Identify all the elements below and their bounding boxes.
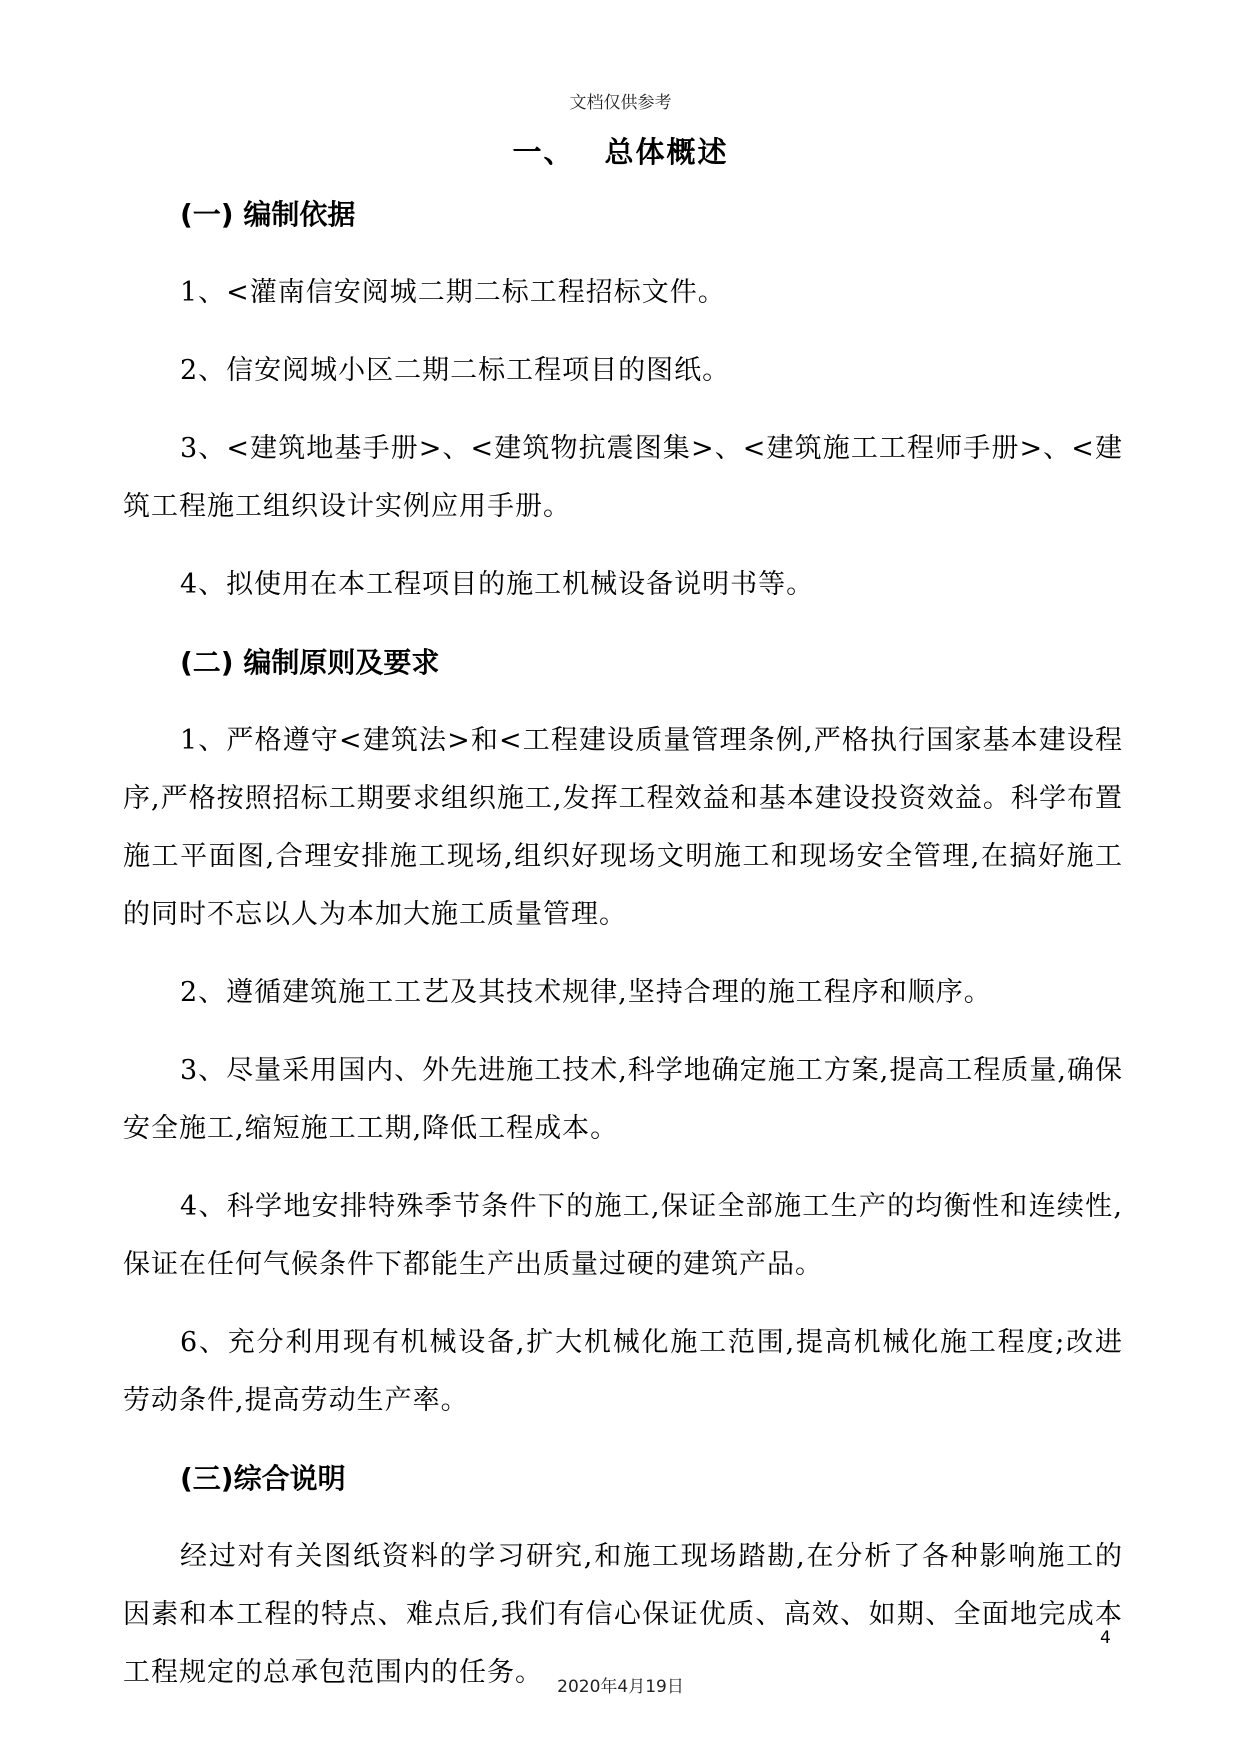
paragraph: 1、<灌南信安阅城二期二标工程招标文件。 — [180, 277, 726, 308]
title-text: 总体概述 — [604, 135, 729, 169]
paragraph: 经过对有关图纸资料的学习研究,和施工现场踏勘,在分析了各种影响施工的因素和本工程的特点、难点后,我们有信心保证优质、高效、如期、全面地完成本工程规定的总承包范围内的任务。 — [123, 1541, 1123, 1688]
paragraph: 4、科学地安排特殊季节条件下的施工,保证全部施工生产的均衡性和连续性,保证在任何气候条件下都能生产出质量过硬的建筑产品。 — [123, 1191, 1123, 1280]
document-body — [123, 186, 1123, 1722]
section-heading-summary: (三)综合说明 — [180, 1462, 346, 1495]
footer-date: 2020年4月19日 — [557, 1677, 684, 1697]
title-number: 一、 — [512, 135, 575, 169]
paragraph: 3、<建筑地基手册>、<建筑物抗震图集>、<建筑施工工程师手册>、<建筑工程施工组织设计实例应用手册。 — [123, 433, 1123, 522]
page-number: 4 — [1100, 1628, 1111, 1648]
paragraph: 3、尽量采用国内、外先进施工技术,科学地确定施工方案,提高工程质量,确保安全施工,缩短施工工期,降低工程成本。 — [123, 1055, 1123, 1144]
paragraph: 2、信安阅城小区二期二标工程项目的图纸。 — [180, 355, 731, 386]
section-heading-basis: (一) 编制依据 — [180, 198, 356, 231]
page-title — [0, 130, 1241, 171]
header-note: 文档仅供参考 — [569, 93, 672, 113]
paragraph: 6、充分利用现有机械设备,扩大机械化施工范围,提高机械化施工程度;改进劳动条件,提高劳动生产率。 — [123, 1327, 1123, 1416]
paragraph: 1、严格遵守<建筑法>和<工程建设质量管理条例,严格执行国家基本建设程序,严格按照招标工期要求组织施工,发挥工程效益和基本建设投资效益。科学布置施工平面图,合理安排施工现场,组织好现场文明施工和现场安全管理,在搞好施工的同时不忘以人为本加大施工质量管理。 — [123, 725, 1123, 930]
paragraph: 2、遵循建筑施工工艺及其技术规律,坚持合理的施工程序和顺序。 — [180, 977, 992, 1008]
paragraph: 4、拟使用在本工程项目的施工机械设备说明书等。 — [180, 569, 815, 600]
section-heading-principles: (二) 编制原则及要求 — [180, 646, 440, 679]
